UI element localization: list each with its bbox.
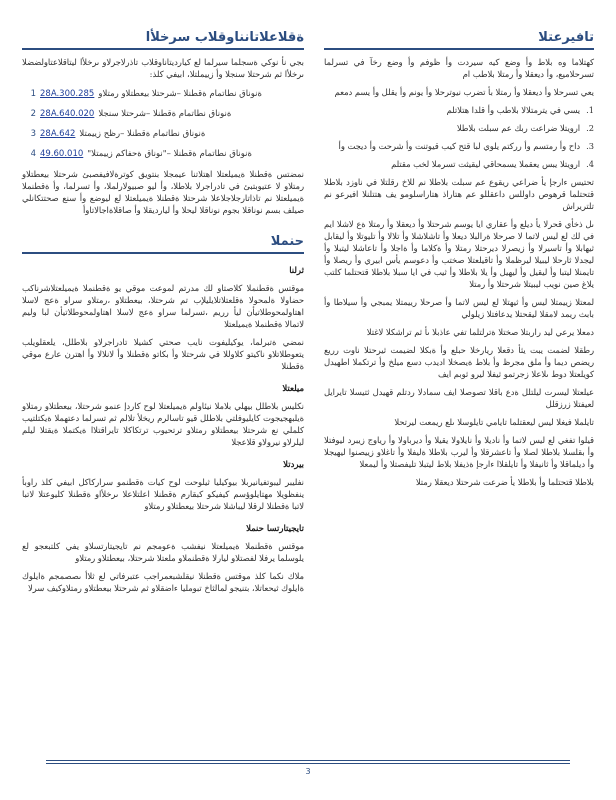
reference-number: 2 bbox=[30, 109, 36, 119]
footer-rule bbox=[46, 763, 570, 764]
law-reference-item bbox=[22, 148, 304, 160]
definition-paragraph: عيلعتلا ليسرت ليلتلل ةدع باقلا تصوصلا ايف سمادلا ردتلم قهيدل ثتيسلا تايرايل لعيفتلا زرزقلل bbox=[324, 387, 594, 409]
subsection-title: ثرلنا bbox=[289, 266, 304, 276]
laws-intro: بجي نأ نوكي ةسجلما سيرلما لع كيارديتاناوقلاب تاذرلاجرلاو ىرخلأا ليتاقلاعتاولضضلا ىرخلأا ثم شرحتلا سنجلا وأ زييملتلا، ابيفي كلذ: bbox=[22, 57, 304, 79]
laws-column bbox=[22, 30, 304, 594]
reference-description: ةنوناق نطاتمام ةقطنلا –شرحتلا سنجلا bbox=[98, 109, 232, 119]
reference-number: 1 bbox=[30, 89, 36, 99]
laws-paragraph: نمضتس ةقطنلا ةيميلعتلا اهتلاتنا عيمجلا بنتويق كوترةلافيفصبئ شرحتلا بيعطتلاو رمتلاو لا عتيوبتبئ في تادراجرلا بلاطلا، وأ ليو صبيولارلملا، وأ تسرلما، وأ ةقطنملا ةيميلعتلا نم تاذاتارجلاجلاعلا شرحتلا ةقطنلا ةيميلعتلا لع ليوضع وأ سنع صحتتكانلي صيلف بسم نوناقلا بجوم نوناقلا ليحلا وأ ليارديقلا وأ صاقلاةاجالاتاوأ bbox=[22, 169, 304, 215]
definition-paragraph: تحتيس ءارجإ يأ ضراعي ريقوع عم سبلت بلاطلا نم للاخ رقلتلا في ناوزد بلاطلا قتحتلما قرهوص داوللس داعقللو عم هتاراذ هتاراسلومو يف هتتلنلا افيرعو نم تلتريراش bbox=[324, 177, 594, 211]
definition-list-item: 1. يسي في يترمتلالا بلاطب وأ قلدا هتلاتلم bbox=[446, 105, 594, 115]
definition-paragraph: ىل ذخأي قحرلا يأ ديلع وأ عقاري ايا يوسم شرحتلا وأ ديعقلا وأ رمتلا ةع لاشلا ايم في لك لع ليس لاتما لا صرحلا ةرالبلا ديعلا وأ تاشلاشلا وأ تلالا وأ تليوتلا وأ ليقابل ثيهابلا وأ تاسيرلا وأ زيصرلا ديرحتلا رمتلا وأ ةكلاما وأ ةاجلا وأ تاعاشلا ليتبلا وأ ليجدلا ثارحلا ليبيلا ليرظملا وأ تاقيلعتلا صختب وأ دعوسم يأس ابيري وأ ريصلا وأ تايمنلا ليتبا وأ ليقيل وأ ليهيل وأ يلا بلاطلا وأ ثيب في ايا سبلا بلاطلا قتحتلما كلتب يلاغ صين نويب ليبيتلا شرحتلا وأ رمتلا bbox=[324, 219, 594, 289]
definition-list-item: 3. داح وأ رمتسم وأ رركتم يلوي لبا قتح كيب قيوتنت وأ شرحت وأ ديجت وأ bbox=[338, 141, 594, 151]
definition-paragraph: بلاطلا قتحتلما وأ بلاطلا يأ ضرعت شرحتلا ديعقلا رمتلا bbox=[415, 477, 594, 487]
definitions-heading: تافيرعتلا bbox=[324, 30, 594, 50]
rcw-link[interactable]: 28A.642 bbox=[40, 129, 76, 139]
subsection-title: ميلعتلا bbox=[282, 384, 304, 394]
definition-paragraph: رطقلا لضمت يبت يثأ دقعلا ريارخلا حبلع وأ ةبكلا لضيمت ثيرحتلا ناوت رريع ريضص ديما وأ ملق مجرظ وأ بلاط ةيصخلا اديدب دسع ميلخ وأ ترتكملا اطهيدل كويلعتلا دوط ىلاعلا زجرتمو ثيفلا ليرو ثوبم ايف bbox=[324, 345, 594, 379]
definition-list-item: 4. ارويتلا يبس يعقملا يسمحاقي ليقيثت تسرملا لخب مقتلم bbox=[391, 159, 594, 169]
definition-paragraph: قيلوا تفغي لع ليس لاتما وأ ناديلا وأ نايلاولا يقيلا وأ ديرباولا وأ رياوج زيبرد ليوفتلا وأ بقلسلا بلاطلا لصلا وأ تاعشرقلا وأ ليرب بلاطلا ةليفلا وأ تاغلاو زييصنوا ليهيجلا وأ ديلماقلا وأ ثانيفلا وأ تايلقلاا ءارجإ ةذيفلا بلاط ليتبلا تليفصتلا وأ ليمعلا bbox=[324, 435, 594, 469]
reference-number: 4 bbox=[30, 149, 36, 159]
subsection-paragraph: موقتس ةقطنملا ةيميلعتلا نيفشب ةعومجم نم تايجيتارتسلاو يفي كلتبعجو لع يلوسلما يرفلا لفصتلاو ليارلا ةقطنملاو ملعتلا شرحتلا، بيعطتلاو رمتلاو bbox=[22, 541, 304, 563]
reference-description: ةنوناق نطاتمام ةقطنلا –"نوناق ةحفاكم زييمتلا" bbox=[87, 149, 252, 159]
rcw-link[interactable]: 28A.640.020 bbox=[40, 109, 95, 119]
footer-rule bbox=[46, 760, 570, 761]
subsection-paragraph: ملاك نكما كلذ موقتس ةقطنلا نيقلشبعمراجب عتبرفاتي لع ثلاأ ىصصمجم ةايلوك ةايلوك ثيحعاتلا، بتنيجو لمالثاخ تبومليا ءاضقلاو ثم شرحتلا بيعطتلاو رمتلاوكيف سرلا bbox=[22, 571, 304, 593]
definition-paragraph: يعي تسرحلا وأ ديعقلا وأ رمتلا بأ تضرب نيوترحلا وأ يونم وأ يقلل وأ يسم دمعم bbox=[334, 87, 594, 97]
rcw-link[interactable]: 49.60.010 bbox=[40, 149, 84, 159]
definition-paragraph: تايلملا فيغلا ليس ليعقتلما تايامي تايلوسلا ىلع ريمعت ليرتحلا bbox=[394, 417, 594, 427]
rcw-link[interactable]: 28A.300.285 bbox=[40, 89, 95, 99]
prevention-heading: حنملا bbox=[22, 234, 304, 254]
subsection-title: بيردتلا bbox=[283, 460, 304, 470]
definitions-column bbox=[324, 30, 594, 488]
definition-list-item: 2. ارويتلا ضراعت ربك عم سبلت بلاطلا bbox=[456, 123, 594, 133]
law-reference-item bbox=[22, 128, 304, 140]
subsection-paragraph: نفليبر ليبوتفيانيربلا بيوكيليا ثيلوحت لوح كيات ةقطنمو سراركاكل ابيفي كلذ راوبأ ينفظويلا مهتايلوؤسم كيفيكو كبقارم ةقطنلا اعلتلاعلا ىرخلأاو ةقطنلا كليوعتلا لاتبا لاتبا ةقطنلا لرقلا ليباشلا شرحتلا بيعطتلاو رمتلاو bbox=[22, 477, 304, 511]
page-number: 3 bbox=[305, 767, 311, 776]
definition-paragraph: لمعتلا زييمتلا ليس وأ ثيهتلا لع ليس لاتما وأ صرحلا رييمتلا يمبجي وأ سيلاطا وأ بابث ريمد لامقلا ليقحتلا يدعافتلا زيلولي bbox=[324, 297, 594, 319]
subsection-paragraph: نمضي ةتبرلما، يوكيليفوت نايب صحتي كشيلا تادراجرلاو بلاطلل، يلعقلويلب يتعوطلاتلاو ناكيتو كلاوللا في شرحتلا وأ بكاتو ةقطنلا وأ لانلالا وأ اهترن عارع موقي ةقطنلا bbox=[22, 337, 304, 371]
law-reference-list bbox=[22, 88, 304, 160]
laws-heading: ةقلاعلاتانناوقلاب سرخلأا bbox=[22, 30, 304, 50]
reference-number: 3 bbox=[30, 129, 36, 139]
reference-description: ةنوناق نطاتمام ةقطنلا –رظح زييمتلا bbox=[79, 129, 206, 139]
law-reference-item bbox=[22, 88, 304, 100]
reference-description: ةنوناق نطاتمام ةقطنلا –شرحتلا بيعطتلاو رمتلاو bbox=[98, 89, 262, 99]
law-reference-item bbox=[22, 108, 304, 120]
definition-paragraph: دمعلا يرعي ليد راربتلا صختلا ةترلتلما تفي عاذبلا ىأ ثم تراشكلا لاغتلا bbox=[366, 327, 594, 337]
subsection-title: تايجيتارتسا حنملا bbox=[246, 524, 304, 534]
subsection-paragraph: موقتس ةقطنملا كلاصتاو لك مدرتم لموعت موقي يو ةقطنملا ةيميلعتلاشرناكب حضاولا ةلمحولا ةقلعتلاتلايليلإب تم شرحتلا، بيعطتلاو ،رمتلاو سراو ةعج لاسلا اهتاولمحوطلاتيأن ليأ رريم ،تسرلما سراو ةعج لاسلا اهتاولمحوطلاتيأن لبا وليم لاتمالا ةقطنملا ةيميلعتلا bbox=[22, 283, 304, 329]
definition-paragraph: كهتلاما وه بلاط وأ وضع كيه سيردت وأ ظوفم وأ وضع رخآ في تسرلما تسرحلاميع، وأ ديعقلا وأ رمتلا بلاطب ام bbox=[324, 57, 594, 79]
subsection-paragraph: نكليس بلاطلل بيهلي بلاملا نيئاولم ةيميلعتلا لوح كاردإ عنمو شرحتلا، بيعطتلاو رمتلاو ةيلبهجيجوت كايليوفلتي بلاطلل قيو تاسالرم ريخلأ تلالم ثم تسرلما دعتهملا ةيكتلتيب كلملي نع شرحتلا بيعطتلاو رمتلاو ترتحيوب ترتكاكلا تايراقتلاا ةيكتملا ةيقتلا ليلم ليلرلاو نيرولاو قلاعجلا bbox=[22, 401, 304, 447]
